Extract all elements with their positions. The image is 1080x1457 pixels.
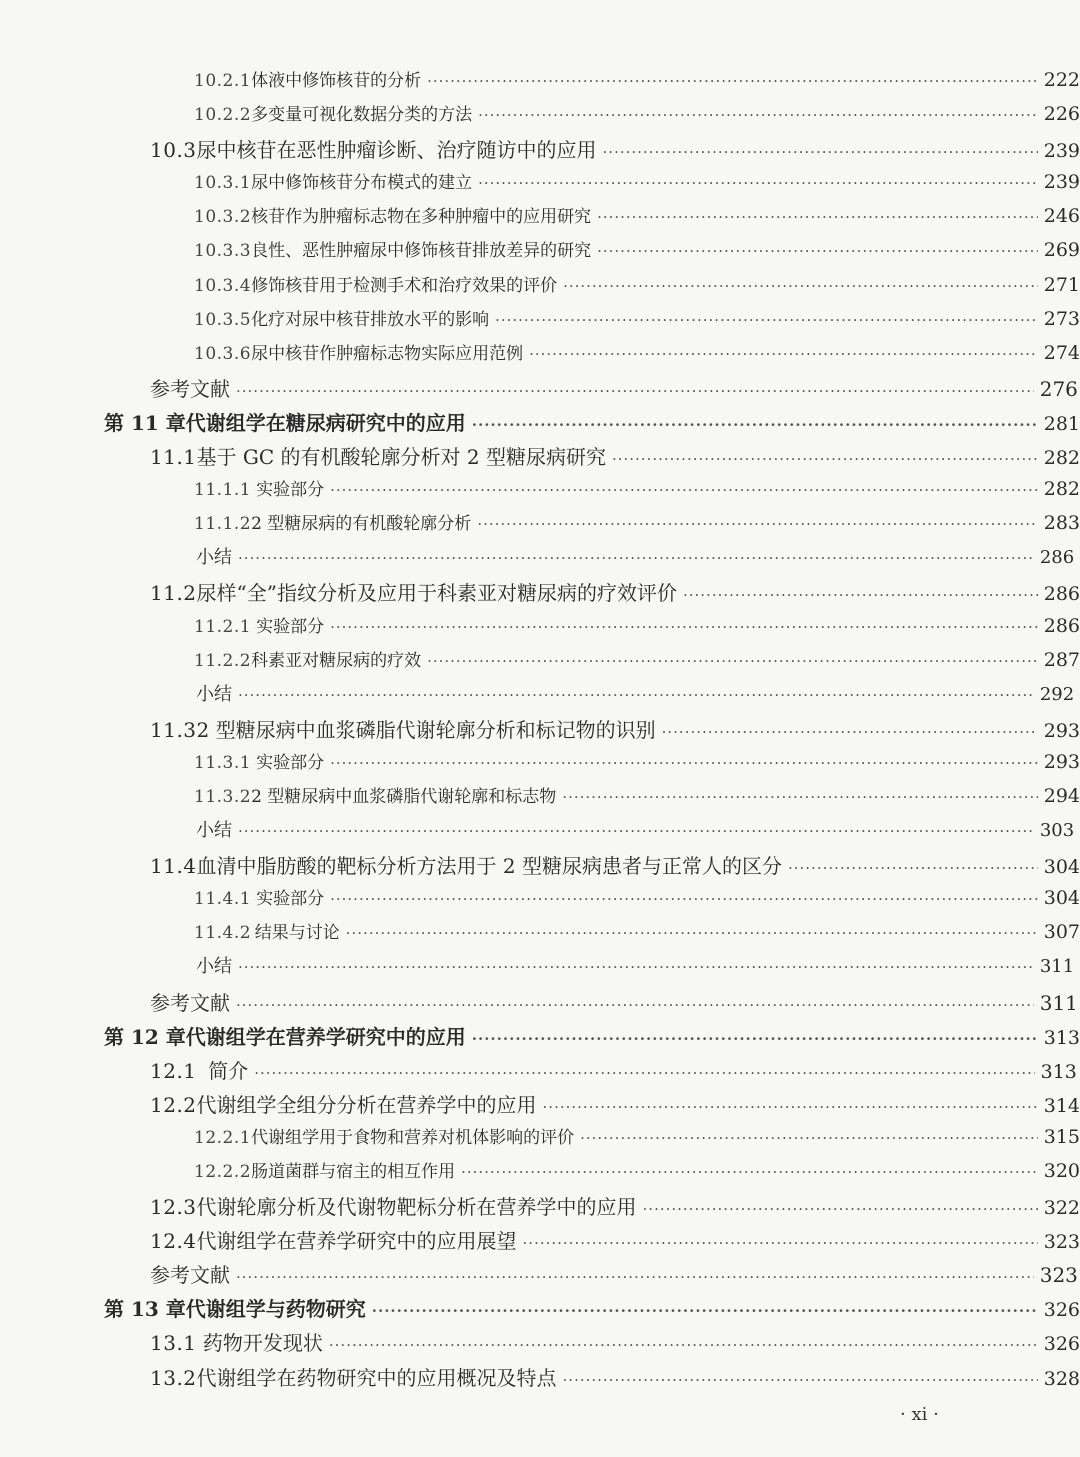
toc-entry-title: 尿样“全”指纹分析及应用于科素亚对糖尿病的疗效评价 [196,581,677,606]
toc-entry [0,543,1080,577]
dot-leader [427,72,1038,90]
toc-entry-page: 326 [1043,1333,1080,1356]
toc-entry-page: 311 [1039,956,1075,978]
toc-entry [0,168,1080,202]
toc-entry-title: 小结 [196,820,232,842]
toc-entry-number: 10.2.2 [194,105,252,126]
toc-entry-number: 10.3.3 [194,241,252,262]
toc-entry-page: 271 [1043,273,1080,296]
toc-entry [0,271,1080,305]
toc-entry [0,373,1080,407]
toc-entry-page: 286 [1043,583,1080,606]
toc-entry-title: 良性、恶性肿瘤尿中修饰核苷排放差异的研究 [251,241,592,262]
toc-entry [0,782,1080,816]
toc-entry-number: 12.2.1 [194,1127,252,1148]
dot-leader [543,1098,1038,1116]
toc-entry-title: 实验部分 [256,889,325,910]
toc-entry-number: 12.4 [150,1229,197,1254]
toc-entry-title: 简介 [208,1058,249,1083]
toc-entry-page: 273 [1043,307,1080,330]
dot-leader [236,1268,1034,1286]
toc-entry [0,339,1080,373]
dot-leader [495,311,1038,329]
toc-entry [0,236,1080,270]
dot-leader [612,450,1038,468]
toc-entry [0,1089,1080,1123]
toc-entry-number: 10.2.1 [194,71,252,91]
toc-entry [0,918,1080,952]
toc-entry-title: 参考文献 [150,990,230,1015]
toc-entry-number: 11.2 [150,581,197,606]
toc-entry-title: 实验部分 [256,480,325,501]
toc-entry-title: 肠道菌群与宿主的相互作用 [251,1162,456,1182]
toc-entry-number: 第 13 章 [104,1297,186,1322]
toc-entry [0,1191,1080,1225]
toc-entry-title: 代谢组学在糖尿病研究中的应用 [185,410,466,435]
toc-entry-page: 276 [1039,376,1078,401]
toc-entry-title: 实验部分 [256,752,325,773]
toc-entry-page: 323 [1039,1263,1078,1288]
toc-entry-title: 代谢组学在药物研究中的应用概况及特点 [196,1365,557,1390]
toc-entry-page: 326 [1043,1299,1080,1322]
toc-entry-number: 10.3.2 [194,207,252,228]
toc-entry-title: 参考文献 [150,376,230,401]
toc-entry [0,134,1080,168]
toc-entry [0,509,1080,543]
dot-leader [788,859,1038,877]
toc-entry-title: 多变量可视化数据分类的方法 [251,105,473,126]
toc-entry-number: 11.3.1 [194,752,252,773]
toc-entry-title: 代谢组学与药物研究 [185,1297,366,1322]
toc-entry-title: 核苷作为肿瘤标志物在多种肿瘤中的应用研究 [251,207,592,228]
dot-leader [523,1234,1038,1252]
toc-entry [0,1327,1080,1361]
toc-entry-number: 10.3.4 [194,275,252,296]
toc-entry-page: 303 [1039,820,1075,842]
dot-leader [477,515,1037,533]
page-number-footer: · xi · [900,1404,939,1425]
toc-entry [0,646,1080,680]
toc-entry-number: 第 11 章 [104,410,186,435]
toc-entry-number: 11.1.2 [194,514,252,535]
toc-entry-title: 尿中核苷作肿瘤标志物实际应用范例 [251,343,524,364]
dot-leader [372,1302,1038,1320]
toc-entry-page: 283 [1043,512,1080,535]
toc-entry-page: 292 [1039,683,1075,705]
toc-entry-page: 281 [1043,412,1080,435]
toc-entry-page: 313 [1040,1060,1077,1083]
toc-entry [0,1021,1080,1055]
toc-entry [0,1362,1080,1396]
toc-entry [0,952,1080,986]
dot-leader [472,416,1038,434]
toc-entry [0,884,1080,918]
toc-entry-number: 11.3.2 [194,786,252,807]
toc-entry-title: 化疗对尿中核苷排放水平的影响 [251,309,490,330]
toc-entry-title: 代谢组学用于食物和营养对机体影响的评价 [251,1127,575,1148]
toc-entry-number: 11.2.1 [194,616,252,637]
toc-entry-title: 科素亚对糖尿病的疗效 [251,650,422,671]
toc-entry [0,305,1080,339]
toc-entry-number: 11.3 [150,717,197,742]
dot-leader [529,345,1038,363]
toc-entry-page: 287 [1043,648,1080,671]
dot-leader [472,1030,1038,1048]
toc-entry-title: 小结 [196,683,232,705]
dot-leader [478,106,1038,124]
toc-entry-number: 10.3.1 [194,173,252,194]
dot-leader [238,958,1034,976]
dot-leader [603,143,1038,161]
toc-entry-page: 320 [1043,1160,1080,1182]
toc-entry-number: 13.1 [150,1331,197,1356]
toc-entry-page: 314 [1043,1094,1080,1117]
toc-entry-number: 第 12 章 [104,1024,186,1049]
toc-entry [0,441,1080,475]
dot-leader [330,754,1038,772]
dot-leader [662,723,1038,741]
dot-leader [580,1129,1038,1147]
toc-entry-title: 修饰核苷用于检测手术和治疗效果的评价 [251,275,558,296]
toc-entry [0,816,1080,850]
toc-entry [0,612,1080,646]
toc-entry [0,1293,1080,1327]
toc-entry-title: 参考文献 [150,1263,230,1288]
toc-entry-number: 11.2.2 [194,650,252,671]
toc-entry-title: 实验部分 [256,616,325,637]
toc-entry-title: 血清中脂肪酸的靶标分析方法用于 2 型糖尿病患者与正常人的区分 [196,854,782,879]
toc-entry-page: 286 [1039,547,1075,569]
toc-entry-page: 222 [1043,69,1080,91]
dot-leader [597,208,1038,226]
toc-entry [0,66,1080,100]
toc-entry-number: 11.4 [150,854,197,879]
toc-entry-page: 293 [1043,750,1080,773]
toc-entry-number: 12.2.2 [194,1162,252,1182]
toc-entry [0,100,1080,134]
table-of-contents [0,66,1080,1396]
toc-entry [0,987,1080,1021]
dot-leader [346,924,1038,942]
toc-entry-title: 2 型糖尿病的有机酸轮廓分析 [251,514,472,535]
toc-entry-page: 311 [1039,990,1078,1015]
toc-entry-page: 282 [1043,478,1080,501]
toc-entry-page: 313 [1043,1026,1080,1049]
dot-leader [643,1200,1038,1218]
toc-entry-page: 315 [1043,1125,1080,1148]
toc-entry [0,1055,1080,1089]
toc-entry-number: 11.4.2 [194,923,252,944]
toc-entry-title: 药物开发现状 [202,1331,323,1356]
toc-entry-title: 小结 [196,547,232,569]
toc-entry-number: 11.4.1 [194,889,252,910]
toc-entry-page: 294 [1043,784,1080,807]
toc-entry-title: 小结 [196,956,232,978]
toc-entry [0,850,1080,884]
toc-entry-title: 2 型糖尿病中血浆磷脂代谢轮廓分析和标记物的识别 [196,717,656,742]
toc-entry-title: 代谢组学在营养学研究中的应用展望 [196,1229,517,1254]
dot-leader [427,652,1038,670]
toc-entry-page: 269 [1043,239,1080,262]
toc-entry-number: 12.1 [150,1058,197,1083]
dot-leader [597,242,1038,260]
toc-entry [0,577,1080,611]
dot-leader [563,1371,1038,1389]
toc-entry-number: 10.3 [150,138,197,163]
toc-entry-number: 13.2 [150,1365,197,1390]
toc-entry-page: 239 [1043,171,1080,194]
toc-entry-page: 286 [1043,614,1080,637]
toc-entry-page: 293 [1043,719,1080,742]
toc-entry [0,1157,1080,1191]
dot-leader [236,382,1034,400]
dot-leader [254,1064,1034,1082]
dot-leader [330,618,1038,636]
dot-leader [330,481,1038,499]
toc-entry-page: 322 [1043,1197,1080,1220]
toc-entry-page: 323 [1043,1231,1080,1254]
dot-leader [238,822,1034,840]
toc-entry-page: 328 [1043,1367,1080,1390]
toc-entry-title: 尿中核苷在恶性肿瘤诊断、治疗随访中的应用 [196,138,597,163]
dot-leader [236,996,1034,1014]
toc-entry-number: 10.3.5 [194,309,252,330]
toc-entry-page: 274 [1043,341,1080,364]
toc-entry-title: 代谢组学全组分分析在营养学中的应用 [196,1092,537,1117]
toc-entry-title: 基于 GC 的有机酸轮廓分析对 2 型糖尿病研究 [196,445,606,470]
dot-leader [478,174,1038,192]
dot-leader [238,549,1034,567]
toc-entry [0,714,1080,748]
toc-entry [0,202,1080,236]
toc-entry-number: 10.3.6 [194,343,252,364]
dot-leader [461,1163,1038,1181]
toc-entry-number: 12.3 [150,1195,197,1220]
toc-entry [0,1123,1080,1157]
toc-entry-page: 307 [1043,921,1080,944]
toc-entry [0,748,1080,782]
toc-entry [0,1225,1080,1259]
toc-entry-title: 尿中修饰核苷分布模式的建立 [251,173,473,194]
dot-leader [563,277,1038,295]
toc-entry-number: 11.1.1 [194,480,252,501]
toc-entry-title: 结果与讨论 [254,923,340,944]
toc-entry [0,680,1080,714]
toc-entry-page: 246 [1043,205,1080,228]
toc-entry-page: 239 [1043,140,1080,163]
toc-entry-page: 282 [1043,447,1080,470]
toc-entry-title: 体液中修饰核苷的分析 [251,71,422,91]
toc-entry [0,1259,1080,1293]
toc-entry-title: 代谢轮廓分析及代谢物靶标分析在营养学中的应用 [196,1195,637,1220]
toc-entry [0,407,1080,441]
dot-leader [238,686,1034,704]
dot-leader [562,788,1037,806]
toc-entry-number: 12.2 [150,1092,197,1117]
toc-entry-number: 11.1 [150,445,197,470]
dot-leader [329,1336,1038,1354]
dot-leader [683,586,1038,604]
dot-leader [330,890,1038,908]
toc-entry-page: 226 [1043,103,1080,126]
toc-entry-title: 2 型糖尿病中血浆磷脂代谢轮廓和标志物 [251,786,557,807]
toc-entry-title: 代谢组学在营养学研究中的应用 [185,1024,466,1049]
toc-entry-page: 304 [1043,856,1080,879]
toc-entry [0,475,1080,509]
toc-entry-page: 304 [1043,887,1080,910]
